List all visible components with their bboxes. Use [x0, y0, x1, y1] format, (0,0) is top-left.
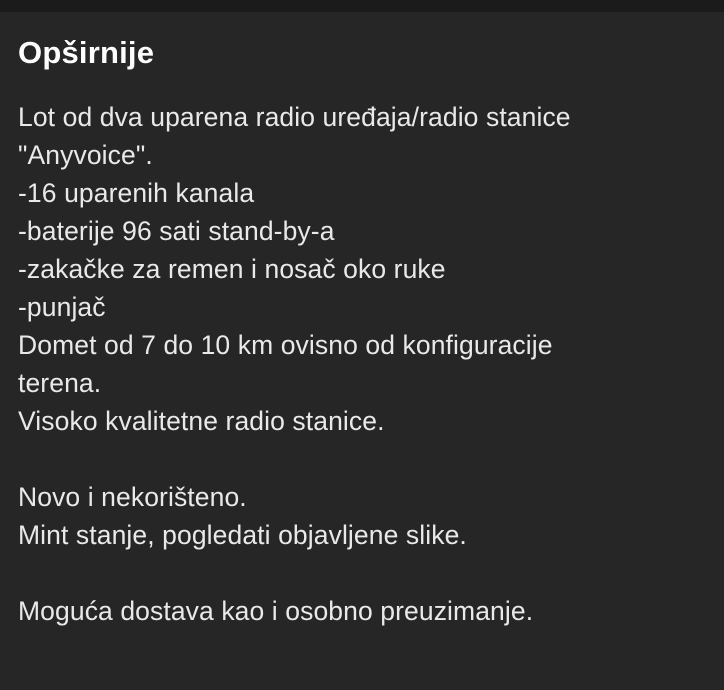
description-line: -16 uparenih kanala [18, 178, 255, 208]
description-spacer [18, 440, 706, 478]
status-bar-strip [0, 0, 724, 12]
page-title: Opširnije [18, 35, 155, 70]
description-line: Moguća dostava kao i osobno preuzimanje. [18, 596, 534, 626]
listing-description-panel [0, 12, 724, 690]
description-line: Mint stanje, pogledati objavljene slike. [18, 520, 467, 550]
description-line: terena. [18, 368, 102, 398]
description-line: -zakačke za remen i nosač oko ruke [18, 254, 446, 284]
description-line: Visoko kvalitetne radio stanice. [18, 406, 385, 436]
description-line: "Anyvoice". [18, 140, 153, 170]
description-spacer [18, 554, 706, 592]
description-line: -punjač [18, 292, 106, 322]
description-line: -baterije 96 sati stand-by-a [18, 216, 335, 246]
description-line: Domet od 7 do 10 km ovisno od konfiguracije [18, 330, 553, 360]
description-text-block [18, 98, 706, 630]
description-line: Novo i nekorišteno. [18, 482, 247, 512]
description-line: Lot od dva uparena radio uređaja/radio stanice [18, 102, 571, 132]
